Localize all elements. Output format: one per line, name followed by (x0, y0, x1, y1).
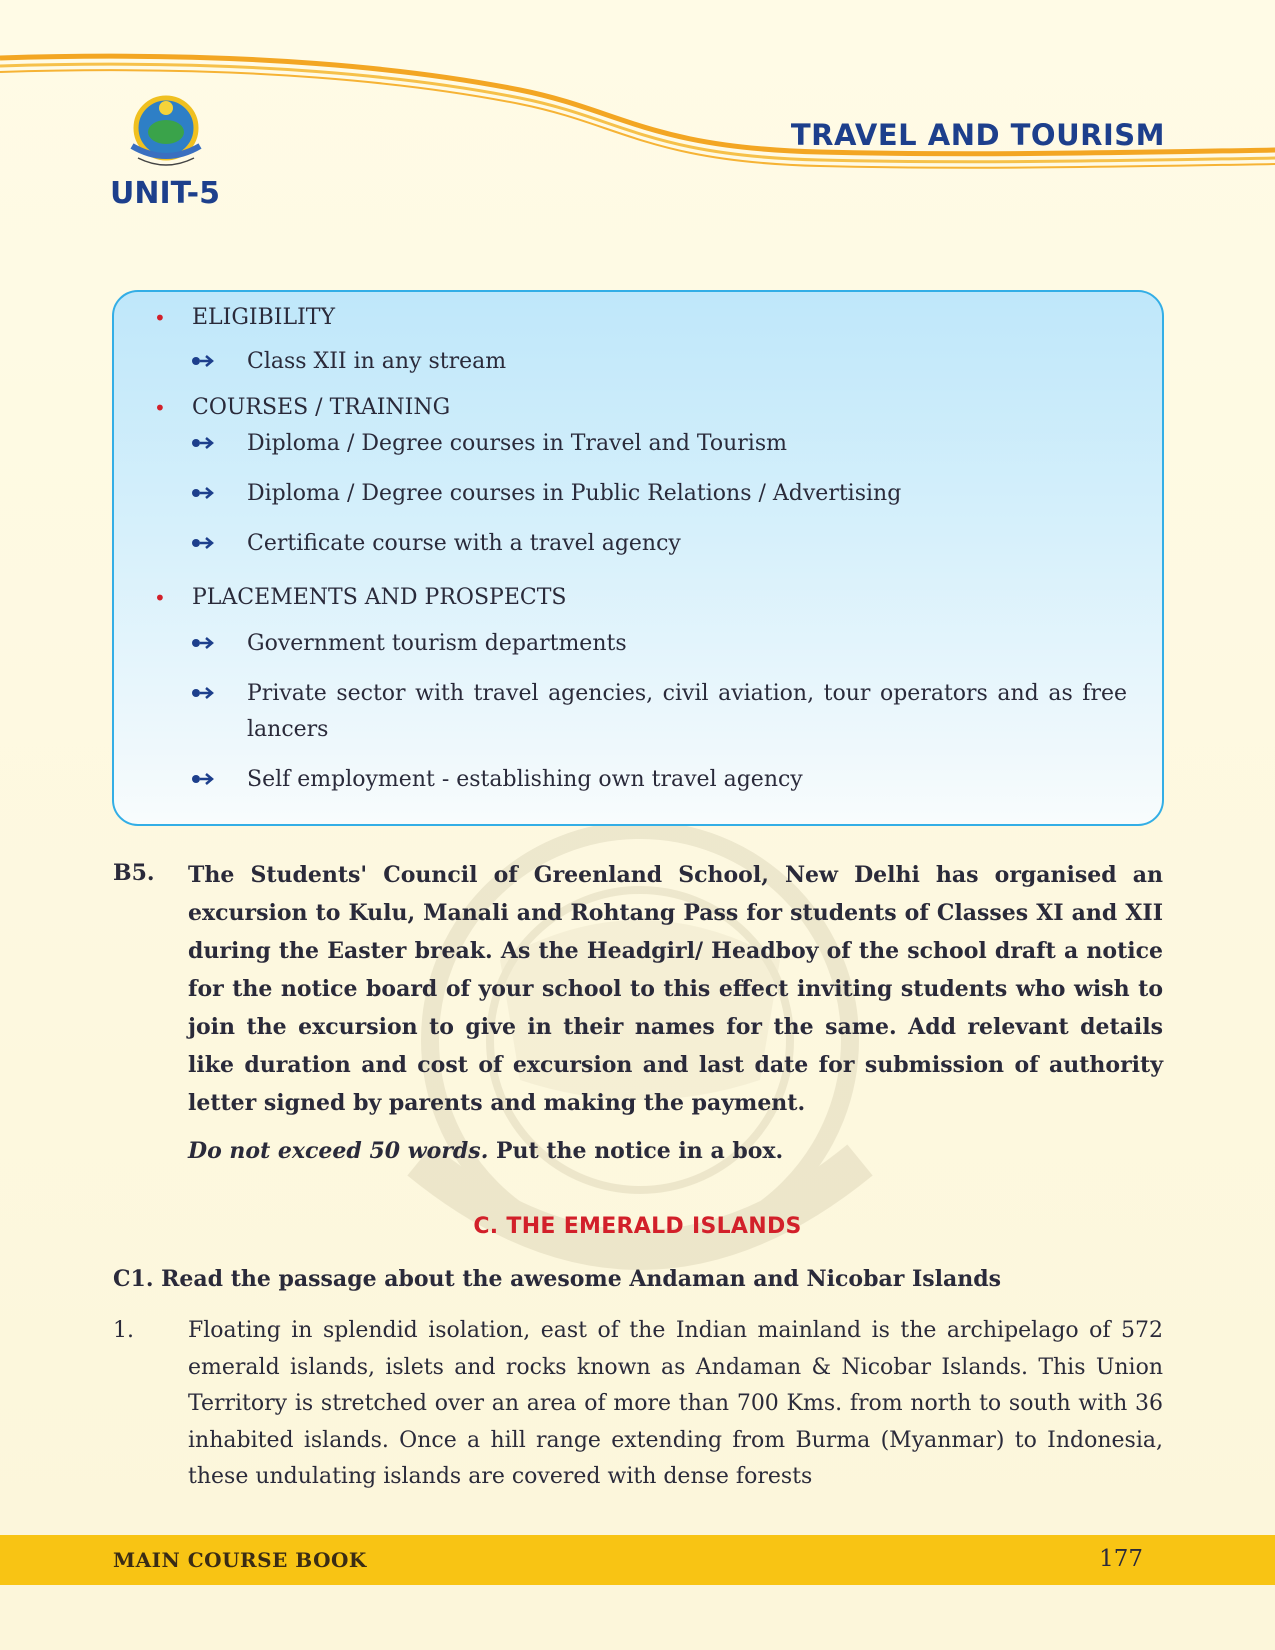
arrow-bullet-icon (191, 772, 215, 786)
arrow-bullet-icon (191, 686, 215, 700)
heading-label: COURSES / TRAINING (192, 395, 451, 420)
paragraph-number: 1. (113, 1318, 134, 1343)
item-label: Diploma / Degree courses in Travel and Tourism (247, 431, 787, 456)
heading-label: PLACEMENTS AND PROSPECTS (192, 585, 567, 610)
school-emblem-logo (118, 88, 214, 174)
page-number: 177 (1099, 1546, 1143, 1572)
list-item (247, 526, 1127, 562)
question-number: B5. (113, 860, 155, 886)
red-dot-icon: • (154, 306, 166, 330)
section-title: TRAVEL AND TOURISM (790, 118, 1165, 152)
word-limit-note: Do not exceed 50 words. (188, 1138, 489, 1164)
list-item (247, 762, 1127, 798)
arrow-bullet-icon (191, 536, 215, 550)
red-dot-icon: • (154, 586, 166, 610)
item-label: Self employment - establishing own travel agency (247, 767, 803, 792)
list-heading-eligibility (154, 304, 335, 332)
career-info-box (112, 290, 1164, 826)
list-item (247, 426, 1127, 462)
list-item (247, 676, 1127, 748)
list-item (247, 344, 1127, 380)
career-info-list (114, 292, 1162, 824)
unit-title: UNIT-5 (110, 176, 221, 211)
arrow-bullet-icon (191, 354, 215, 368)
arrow-bullet-icon (191, 486, 215, 500)
footer-book-title: MAIN COURSE BOOK (113, 1548, 367, 1572)
list-heading-placements (154, 584, 567, 612)
item-label: Private sector with travel agencies, civil aviation, tour operators and as free lancers (247, 681, 1127, 742)
arrow-bullet-icon (191, 436, 215, 450)
heading-label: ELIGIBILITY (192, 305, 335, 330)
list-item (247, 476, 1127, 512)
item-label: Certificate course with a travel agency (247, 531, 681, 556)
question-note (188, 1138, 783, 1164)
list-item (247, 626, 1127, 662)
sub-question-heading: C1. Read the passage about the awesome Andaman and Nicobar Islands (113, 1266, 1002, 1292)
list-heading-courses (154, 394, 451, 422)
item-label: Diploma / Degree courses in Public Relations / Advertising (247, 481, 902, 506)
arrow-bullet-icon (191, 636, 215, 650)
item-label: Government tourism departments (247, 631, 627, 656)
passage-paragraph: Floating in splendid isolation, east of the Indian mainland is the archipelago of 572 emerald islands, islets and rocks known as Andaman & Nicobar Islands. This Union Territory is stretched over an area of more than 700 Kms. from north to south with 36 inhabited islands. Once a hill range extending from Burma (Myanmar) to Indonesia, these undulating islands are covered with dense forests (188, 1318, 1163, 1489)
item-label: Class XII in any stream (247, 349, 507, 374)
note-instruction: Put the notice in a box. (488, 1138, 784, 1164)
question-text: The Students' Council of Greenland School, New Delhi has organised an excursion to Kulu, Manali and Rohtang Pass for students of Classes XI and XII during the Easter break. As the Headgirl/ Headboy of the school draft a notice for the notice board of your school to this effect inviting students who wish to join the excursion to give in their names for the same. Add relevant details like duration and cost of excursion and last date for submission of authority letter signed by parents and making the payment. (188, 862, 1163, 1116)
red-dot-icon: • (154, 396, 166, 420)
section-heading: C. THE EMERALD ISLANDS (473, 1214, 802, 1239)
